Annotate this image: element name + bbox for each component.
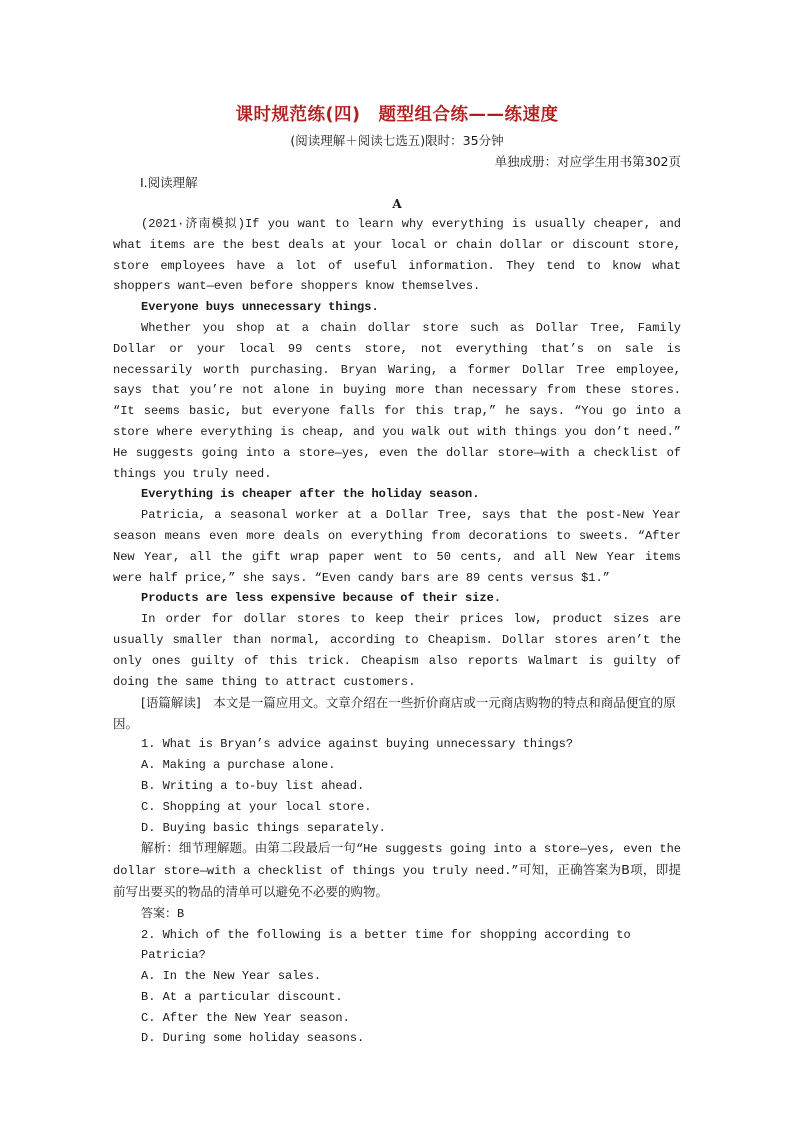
passage-subheading-3: Products are less expensive because of their size.	[141, 591, 502, 606]
passage-paragraph-2: Whether you shop at a chain dollar store such as Dollar Tree, Family Dollar or your local 99 cents store, not everything that’s on sale is necessarily worth purchasing. Bryan Waring, a former Dollar Tree employee, says that you’re not alone in buying more than necessary from these stores. “It seems basic, but everyone falls for this trap,” he says. “You go into a store where everything is cheap, and you walk out with things you don’t need.” He suggests going into a store—yes, even the dollar store—with a checklist of things you truly need.	[113, 320, 681, 481]
passage-subheading-2: Everything is cheaper after the holiday season.	[141, 487, 480, 502]
question-1-option-d: D. Buying basic things separately.	[141, 820, 386, 835]
book-reference-note: 单独成册：对应学生用书第302页	[494, 154, 681, 169]
question-1-option-a: A. Making a purchase alone.	[141, 758, 336, 773]
page-subtitle: (阅读理解＋阅读七选五)限时：35分钟	[290, 133, 504, 148]
passage-paragraph-3: Patricia, a seasonal worker at a Dollar Tree, says that the post-New Year season means even more deals on everything from decorations to sweets. “After New Year, all the gift wrap paper went to 50 cents, and all New Year items were half price,” she says. “Even candy bars are 89 cents versus $1.”	[113, 508, 681, 585]
question-1-answer: 答案：B	[141, 906, 185, 921]
passage-paragraph-1: (2021·济南模拟)If you want to learn why everything is usually cheaper, and what items are the best deals at your local or chain dollar or discount store, store employees have a lot of useful information. They tend to know what shoppers want—even before shoppers know themselves.	[113, 217, 681, 294]
passage-paragraph-4: In order for dollar stores to keep their prices low, product sizes are usually smaller than normal, according to Cheapism. Dollar stores aren’t the only ones guilty of this trick. Cheapism also reports Walmart is guilty of doing the same thing to attract customers.	[113, 612, 681, 689]
page-title: 课时规范练(四) 题型组合练——练速度	[235, 105, 559, 125]
question-1-option-c: C. Shopping at your local store.	[141, 799, 372, 814]
analysis-conclusion: 可知，正确答案为B项，即提前写出要买的物品的清单可以避免不必要的购物。	[113, 862, 682, 899]
analysis-quote: “He suggests going into a store—yes, even the dollar store—with a checklist of things you truly need.”	[113, 842, 681, 879]
question-2-option-a: A. In the New Year sales.	[141, 969, 322, 984]
question-1-analysis	[113, 838, 681, 903]
analysis-intro: 解析：细节理解题。由第二段最后一句	[141, 840, 356, 856]
section-heading: Ⅰ.阅读理解	[140, 175, 198, 190]
question-2-option-d: D. During some holiday seasons.	[141, 1031, 365, 1046]
passage-label: A	[392, 197, 402, 211]
document-page	[113, 100, 681, 1049]
question-2-option-c: C. After the New Year season.	[141, 1010, 350, 1025]
passage-subheading-1: Everyone buys unnecessary things.	[141, 300, 379, 315]
passage-review: [语篇解读] 本文是一篇应用文。文章介绍在一些折价商店或一元商店购物的特点和商品便宜的原因。	[113, 695, 676, 732]
question-1-option-b: B. Writing a to-buy list ahead.	[141, 778, 365, 793]
question-2: 2. Which of the following is a better time for shopping according to Patricia?	[141, 927, 631, 963]
question-1: 1. What is Bryan’s advice against buying unnecessary things?	[141, 737, 574, 752]
question-2-option-b: B. At a particular discount.	[141, 989, 343, 1004]
